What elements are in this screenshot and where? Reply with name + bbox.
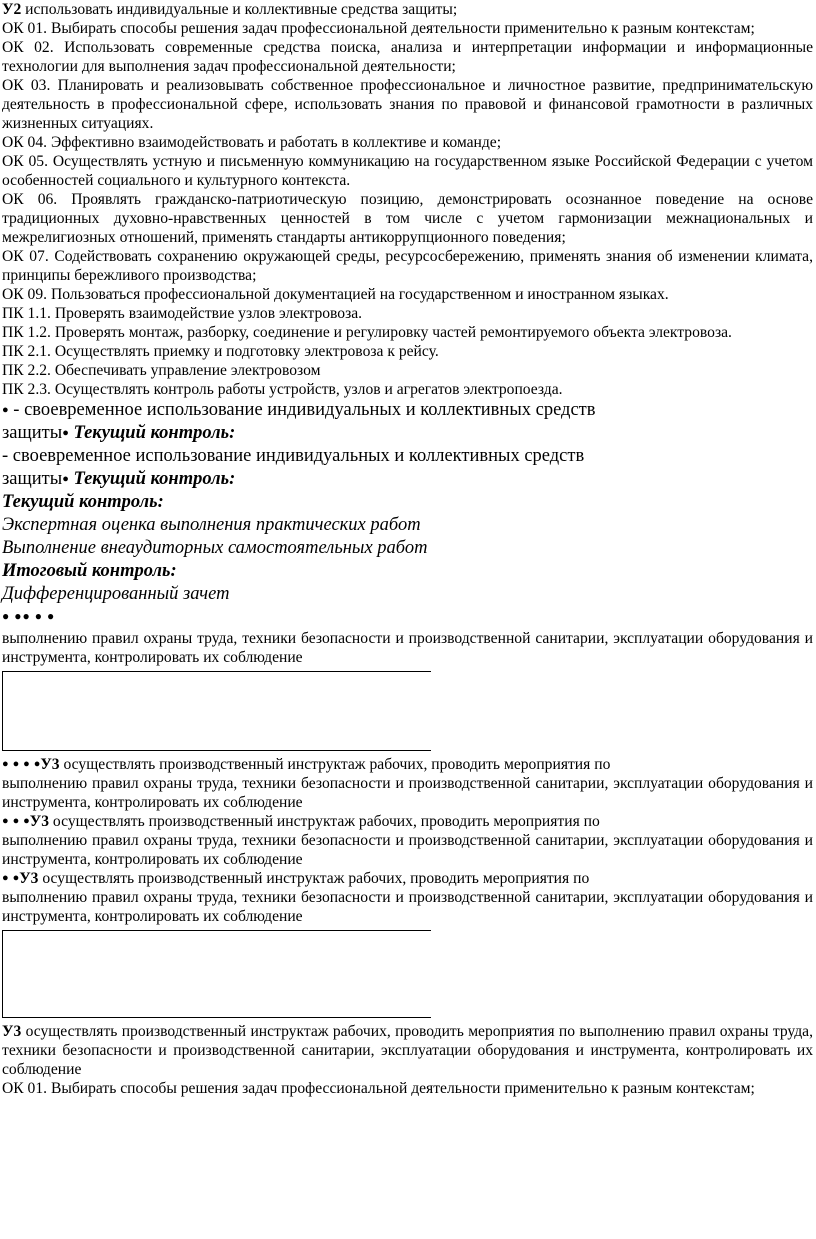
bullet-icon: ●	[23, 815, 30, 827]
bullet-icon: ●	[62, 473, 69, 485]
ok09-line: ОК 09. Пользоваться профессиональной документацией на государственном и иностранном языках.	[2, 286, 669, 303]
empty-frame	[2, 671, 431, 751]
u3-block-4	[2, 1022, 813, 1079]
final-control-item: Дифференцированный зачет	[2, 584, 230, 604]
u3-fragment-1: выполнению правил охраны труда, техники безопасности и производственной санитарии, эксплуатации оборудования и инструмента, контролировать их соблюдение	[2, 630, 813, 666]
bullet-icon: ●	[33, 758, 41, 770]
bullet-icon: ●	[2, 872, 9, 884]
pk12-line: ПК 1.2. Проверять монтаж, разборку, соединение и регулировку частей ремонтируемого объекта электровоза.	[2, 324, 732, 341]
ok04-line: ОК 04. Эффективно взаимодействовать и работать в коллективе и команде;	[2, 134, 502, 151]
current-control-inline: Текущий контроль:	[68, 423, 236, 443]
zashity-line-1	[2, 422, 813, 445]
pk21-line: ПК 2.1. Осуществлять приемку и подготовку электровоза к рейсу.	[2, 343, 439, 360]
u3-text-start: осуществлять производственный инструктаж рабочих, проводить мероприятия по	[49, 813, 600, 830]
current-control-item-2: Выполнение внеаудиторных самостоятельных работ	[2, 538, 428, 558]
u3-block-2-rest: выполнению правил охраны труда, техники безопасности и производственной санитарии, эксплуатации оборудования и инструмента, контролировать их соблюдение	[2, 832, 813, 868]
bullet-icon: ●	[62, 427, 69, 439]
bullet-icon: ●	[12, 758, 20, 770]
bullet-icon: ●	[14, 609, 23, 623]
ok05-line: ОК 05. Осуществлять устную и письменную коммуникацию на государственном языке Российской Федерации с учетом особенностей социального и культурного контекста.	[2, 153, 813, 189]
ok02-line: ОК 02. Использовать современные средства поиска, анализа и интерпретации информации и информационные технологии для выполнения задач профессиональной деятельности;	[2, 39, 813, 75]
u3-text-start: осуществлять производственный инструктаж рабочих, проводить мероприятия по	[59, 756, 611, 773]
zashity-text: защиты	[2, 469, 63, 489]
u3-block-1	[2, 755, 813, 774]
zashity-line-2	[2, 468, 813, 491]
u3-block-3-rest: выполнению правил охраны труда, техники безопасности и производственной санитарии, эксплуатации оборудования и инструмента, контролировать их соблюдение	[2, 889, 813, 925]
ok01-line-repeat: ОК 01. Выбирать способы решения задач профессиональной деятельности применительно к разным контекстам;	[2, 1080, 755, 1097]
pk22-line: ПК 2.2. Обеспечивать управление электровозом	[2, 362, 321, 379]
empty-frame	[2, 930, 431, 1018]
dash-line-1	[2, 399, 813, 422]
pk11-line: ПК 1.1. Проверять взаимодействие узлов электровоза.	[2, 305, 363, 322]
zashity-text: защиты	[2, 423, 63, 443]
current-control-inline: Текущий контроль:	[68, 469, 236, 489]
u3-code: У3	[19, 870, 39, 887]
ok06-line: ОК 06. Проявлять гражданско-патриотическую позицию, демонстрировать осознанное поведение на основе традиционных духовно-нравственных ценностей в том числе с учетом гармонизации межнациональных и межрелигиозных отношений, применять стандарты антикоррупционного поведения;	[2, 191, 813, 246]
ok01-line: ОК 01. Выбирать способы решения задач профессиональной деятельности применительно к разным контекстам;	[2, 20, 755, 37]
bullet-icon: ●	[2, 815, 9, 827]
final-control-heading: Итоговый контроль:	[2, 561, 177, 581]
bullet-row	[2, 606, 813, 626]
dash-line-2: - своевременное использование индивидуальных и коллективных средств	[2, 446, 585, 466]
u3-block-1-rest: выполнению правил охраны труда, техники безопасности и производственной санитарии, эксплуатации оборудования и инструмента, контролировать их соблюдение	[2, 775, 813, 811]
u3-code: У3	[40, 756, 60, 773]
bullet-icon: ●	[12, 815, 20, 827]
u3-code: У3	[29, 813, 50, 830]
bullet-icon: ●	[23, 758, 30, 770]
u3-block-2	[2, 812, 813, 831]
bullet-icon: ●	[12, 872, 20, 884]
bullet-icon: ●	[22, 609, 31, 623]
bullet-icon: ●	[47, 609, 56, 623]
u3-text-start: осуществлять производственный инструктаж рабочих, проводить мероприятия по	[38, 870, 590, 887]
u3-block-3	[2, 869, 813, 888]
u2-text: использовать индивидуальные и коллективные средства защиты;	[21, 1, 458, 18]
ok03-line: ОК 03. Планировать и реализовывать собственное профессиональное и личностное развитие, предпринимательскую деятельность в профессиональной сфере, использовать знания по правовой и финансовой грамотности в различных жизненных ситуациях.	[2, 77, 813, 132]
current-control-item-1: Экспертная оценка выполнения практических работ	[2, 515, 421, 535]
u2-line	[2, 0, 813, 19]
ok07-line: ОК 07. Содействовать сохранению окружающей среды, ресурсосбережению, применять знания об изменении климата, принципы бережливого производства;	[2, 248, 813, 284]
dash-text-1: - своевременное использование индивидуальных и коллективных средств	[8, 400, 596, 420]
u3-code: У3	[2, 1023, 22, 1040]
bullet-icon: ●	[2, 758, 9, 770]
pk23-line: ПК 2.3. Осуществлять контроль работы устройств, узлов и агрегатов электропоезда.	[2, 381, 563, 398]
bullet-icon: ●	[34, 609, 43, 623]
bullet-icon: ●	[2, 609, 11, 623]
u2-code: У2	[2, 1, 22, 18]
bullet-icon: ●	[2, 404, 9, 416]
u3-text-full: осуществлять производственный инструктаж рабочих, проводить мероприятия по выполнению правил охраны труда, техники безопасности и производственной санитарии, эксплуатации оборудования и инструмента, контролировать их соблюдение	[2, 1023, 813, 1078]
current-control-heading: Текущий контроль:	[2, 492, 164, 512]
